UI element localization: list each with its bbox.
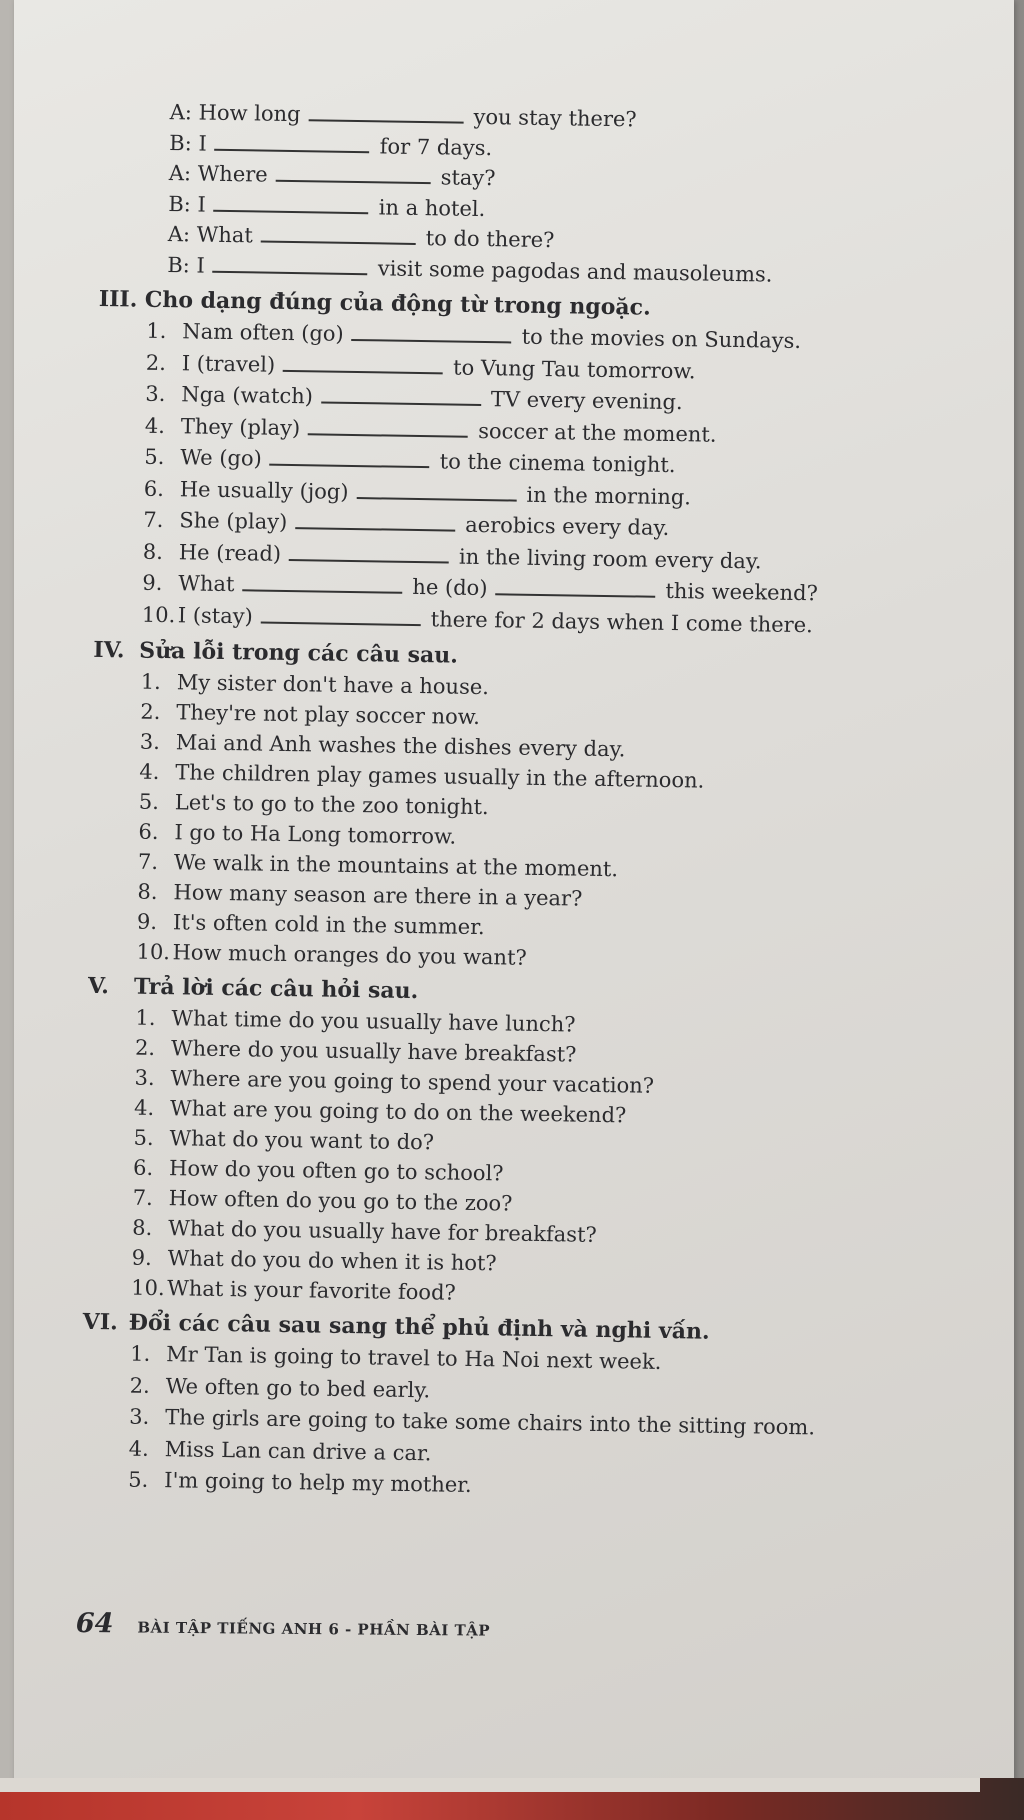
- item-text: to the movies on Sundays.: [521, 324, 802, 354]
- dialogue-prompt: A: How long: [169, 100, 301, 127]
- item-number: 3.: [134, 1065, 155, 1090]
- item-text: What are you going to do on the weekend?: [169, 1096, 627, 1128]
- item-text: there for 2 days when I come there.: [430, 606, 813, 637]
- dialogue-prompt: B: I: [167, 252, 206, 278]
- section-number: III.: [98, 285, 138, 313]
- item-number: 9.: [142, 570, 163, 596]
- item-text: I'm going to help my mother.: [164, 1468, 472, 1497]
- dialogue-prompt: A: Where: [168, 161, 268, 187]
- answer-blank: [261, 607, 421, 626]
- section-verb-forms: [94, 283, 999, 644]
- item-text: I go to Ha Long tomorrow.: [174, 820, 457, 849]
- item-number: 7.: [137, 849, 159, 874]
- item-text: What: [178, 571, 235, 597]
- dialogue-tail: to do there?: [425, 226, 555, 253]
- item-number: 3.: [129, 1404, 150, 1429]
- item-text: to the cinema tonight.: [439, 449, 676, 478]
- item-text: What is your favorite food?: [167, 1276, 456, 1305]
- answer-blank: [276, 166, 431, 184]
- item-number: 2.: [129, 1373, 150, 1398]
- item-text: How many season are there in a year?: [173, 880, 583, 911]
- answer-blank: [213, 256, 368, 274]
- dialogue-prompt: A: What: [167, 222, 254, 248]
- dialogue-prompt: B: I: [169, 130, 207, 156]
- section-error-correction: [88, 634, 993, 980]
- item-number: 7.: [143, 507, 164, 533]
- item-text: What do you usually have for breakfast?: [168, 1216, 597, 1247]
- item-number: 10.: [131, 1275, 165, 1301]
- item-number: 6.: [132, 1155, 154, 1180]
- page-number: 64: [75, 1608, 114, 1640]
- answer-blank: [261, 227, 416, 245]
- answer-blank: [283, 355, 443, 374]
- item-text: aerobics every day.: [465, 512, 670, 540]
- item-number: 4.: [144, 413, 166, 438]
- exercise-list: [136, 667, 993, 980]
- item-number: 8.: [137, 879, 158, 904]
- item-number: 2.: [145, 350, 167, 375]
- item-text: Mr Tan is going to travel to Ha Noi next week.: [166, 1342, 662, 1374]
- item-text: Nam often (go): [182, 319, 344, 346]
- item-number: 8.: [142, 539, 164, 564]
- dialogue-tail: in a hotel.: [378, 194, 486, 221]
- section-title: Sửa lỗi trong các câu sau.: [139, 637, 459, 669]
- dialogue-exercise: [167, 97, 1002, 293]
- dialogue-tail: you stay there?: [473, 104, 637, 132]
- answer-blank: [289, 544, 449, 563]
- item-number: 5.: [133, 1125, 154, 1150]
- item-text: soccer at the moment.: [478, 418, 717, 447]
- item-text: The girls are going to take some chairs into the sitting room.: [165, 1405, 816, 1440]
- item-text: What do you want to do?: [169, 1126, 435, 1155]
- item-text: I (stay): [177, 602, 254, 628]
- item-number: 5.: [138, 789, 160, 814]
- dialogue-tail: for 7 days.: [379, 133, 493, 160]
- exercise-list: [131, 1003, 988, 1316]
- item-text: in the morning.: [526, 482, 692, 509]
- item-number: 4.: [139, 759, 160, 784]
- dialogue-prompt: B: I: [168, 191, 206, 217]
- answer-blank: [495, 579, 655, 598]
- item-number: 2.: [140, 699, 161, 724]
- section-number: VI.: [82, 1308, 118, 1336]
- item-text: They (play): [180, 413, 301, 440]
- section-number: IV.: [93, 636, 125, 664]
- item-text: How much oranges do you want?: [172, 940, 527, 970]
- item-text: We often go to bed early.: [165, 1373, 431, 1402]
- item-number: 5.: [144, 444, 165, 470]
- answer-blank: [356, 483, 516, 502]
- exercise-list: [128, 1339, 982, 1510]
- answer-blank: [295, 513, 455, 532]
- section-negative-question: [80, 1306, 983, 1510]
- book-page: [14, 0, 1014, 1790]
- answer-blank: [308, 105, 463, 123]
- section-title: Đổi các câu sau sang thể phủ định và nghi vấn.: [128, 1309, 710, 1345]
- section-number: V.: [87, 972, 110, 1000]
- item-text: Where do you usually have breakfast?: [170, 1036, 577, 1067]
- item-text: She (play): [179, 508, 288, 534]
- item-number: 4.: [128, 1436, 149, 1461]
- item-text: TV every evening.: [490, 387, 683, 415]
- item-number: 1.: [140, 669, 162, 694]
- item-text: Let's to go to the zoo tonight.: [174, 790, 489, 820]
- item-number: 6.: [143, 476, 165, 501]
- item-number: 10.: [136, 939, 171, 965]
- item-text: What time do you usually have lunch?: [171, 1006, 576, 1037]
- item-text: Miss Lan can drive a car.: [164, 1436, 432, 1465]
- item-text: It's often cold in the summer.: [172, 910, 485, 940]
- section-answer-questions: [83, 970, 988, 1316]
- answer-blank: [242, 575, 402, 594]
- item-number: 10.: [141, 602, 176, 627]
- answer-blank: [308, 419, 468, 438]
- book-title: BÀI TẬP TIẾNG ANH 6 - PHẦN BÀI TẬP: [137, 1618, 491, 1640]
- item-text: My sister don't have a house.: [176, 670, 490, 700]
- item-text: What do you do when it is hot?: [167, 1246, 497, 1276]
- answer-blank: [215, 134, 370, 152]
- item-text: They're not play soccer now.: [176, 700, 481, 730]
- item-number: 8.: [132, 1215, 153, 1240]
- item-number: 3.: [145, 381, 166, 407]
- item-number: 1.: [135, 1005, 156, 1030]
- page-edge: [0, 1778, 980, 1792]
- item-text: Where are you going to spend your vacation?: [170, 1066, 655, 1098]
- section-title: Trả lời các câu hỏi sau.: [133, 973, 419, 1005]
- item-text: this weekend?: [665, 578, 818, 606]
- answer-blank: [321, 387, 481, 406]
- background-surface: [0, 1778, 1024, 1820]
- item-text: How do you often go to school?: [168, 1156, 504, 1186]
- item-text: I (travel): [181, 350, 276, 377]
- item-number: 3.: [139, 729, 161, 754]
- page-footer: [76, 1608, 491, 1643]
- answer-blank: [352, 325, 512, 344]
- item-text: We (go): [180, 445, 262, 471]
- item-text: He (read): [178, 539, 282, 566]
- item-text: to Vung Tau tomorrow.: [452, 355, 696, 383]
- item-number: 9.: [136, 909, 158, 934]
- item-number: 6.: [138, 819, 159, 844]
- dialogue-tail: stay?: [440, 165, 496, 191]
- item-number: 9.: [131, 1245, 152, 1270]
- item-number: 1.: [130, 1341, 151, 1366]
- item-text: in the living room every day.: [458, 544, 762, 573]
- exercise-list: [142, 316, 999, 644]
- item-text: How often do you go to the zoo?: [168, 1186, 513, 1216]
- answer-blank: [214, 195, 369, 213]
- item-number: 5.: [128, 1467, 149, 1492]
- item-text: Mai and Anh washes the dishes every day.: [175, 730, 626, 762]
- item-number: 2.: [134, 1035, 156, 1060]
- section-title: Cho dạng đúng của động từ trong ngoặc.: [144, 286, 651, 321]
- page-content: [80, 96, 1002, 1509]
- answer-blank: [270, 450, 430, 469]
- item-number: 1.: [146, 318, 167, 344]
- item-text: We walk in the mountains at the moment.: [173, 850, 619, 882]
- item-text: he (do): [412, 574, 488, 601]
- item-number: 4.: [133, 1095, 155, 1120]
- item-text: The children play games usually in the afternoon.: [175, 760, 705, 793]
- dialogue-tail: visit some pagodas and mausoleums.: [377, 255, 773, 287]
- item-number: 7.: [132, 1185, 153, 1210]
- item-text: Nga (watch): [181, 382, 314, 409]
- item-text: He usually (jog): [179, 476, 349, 504]
